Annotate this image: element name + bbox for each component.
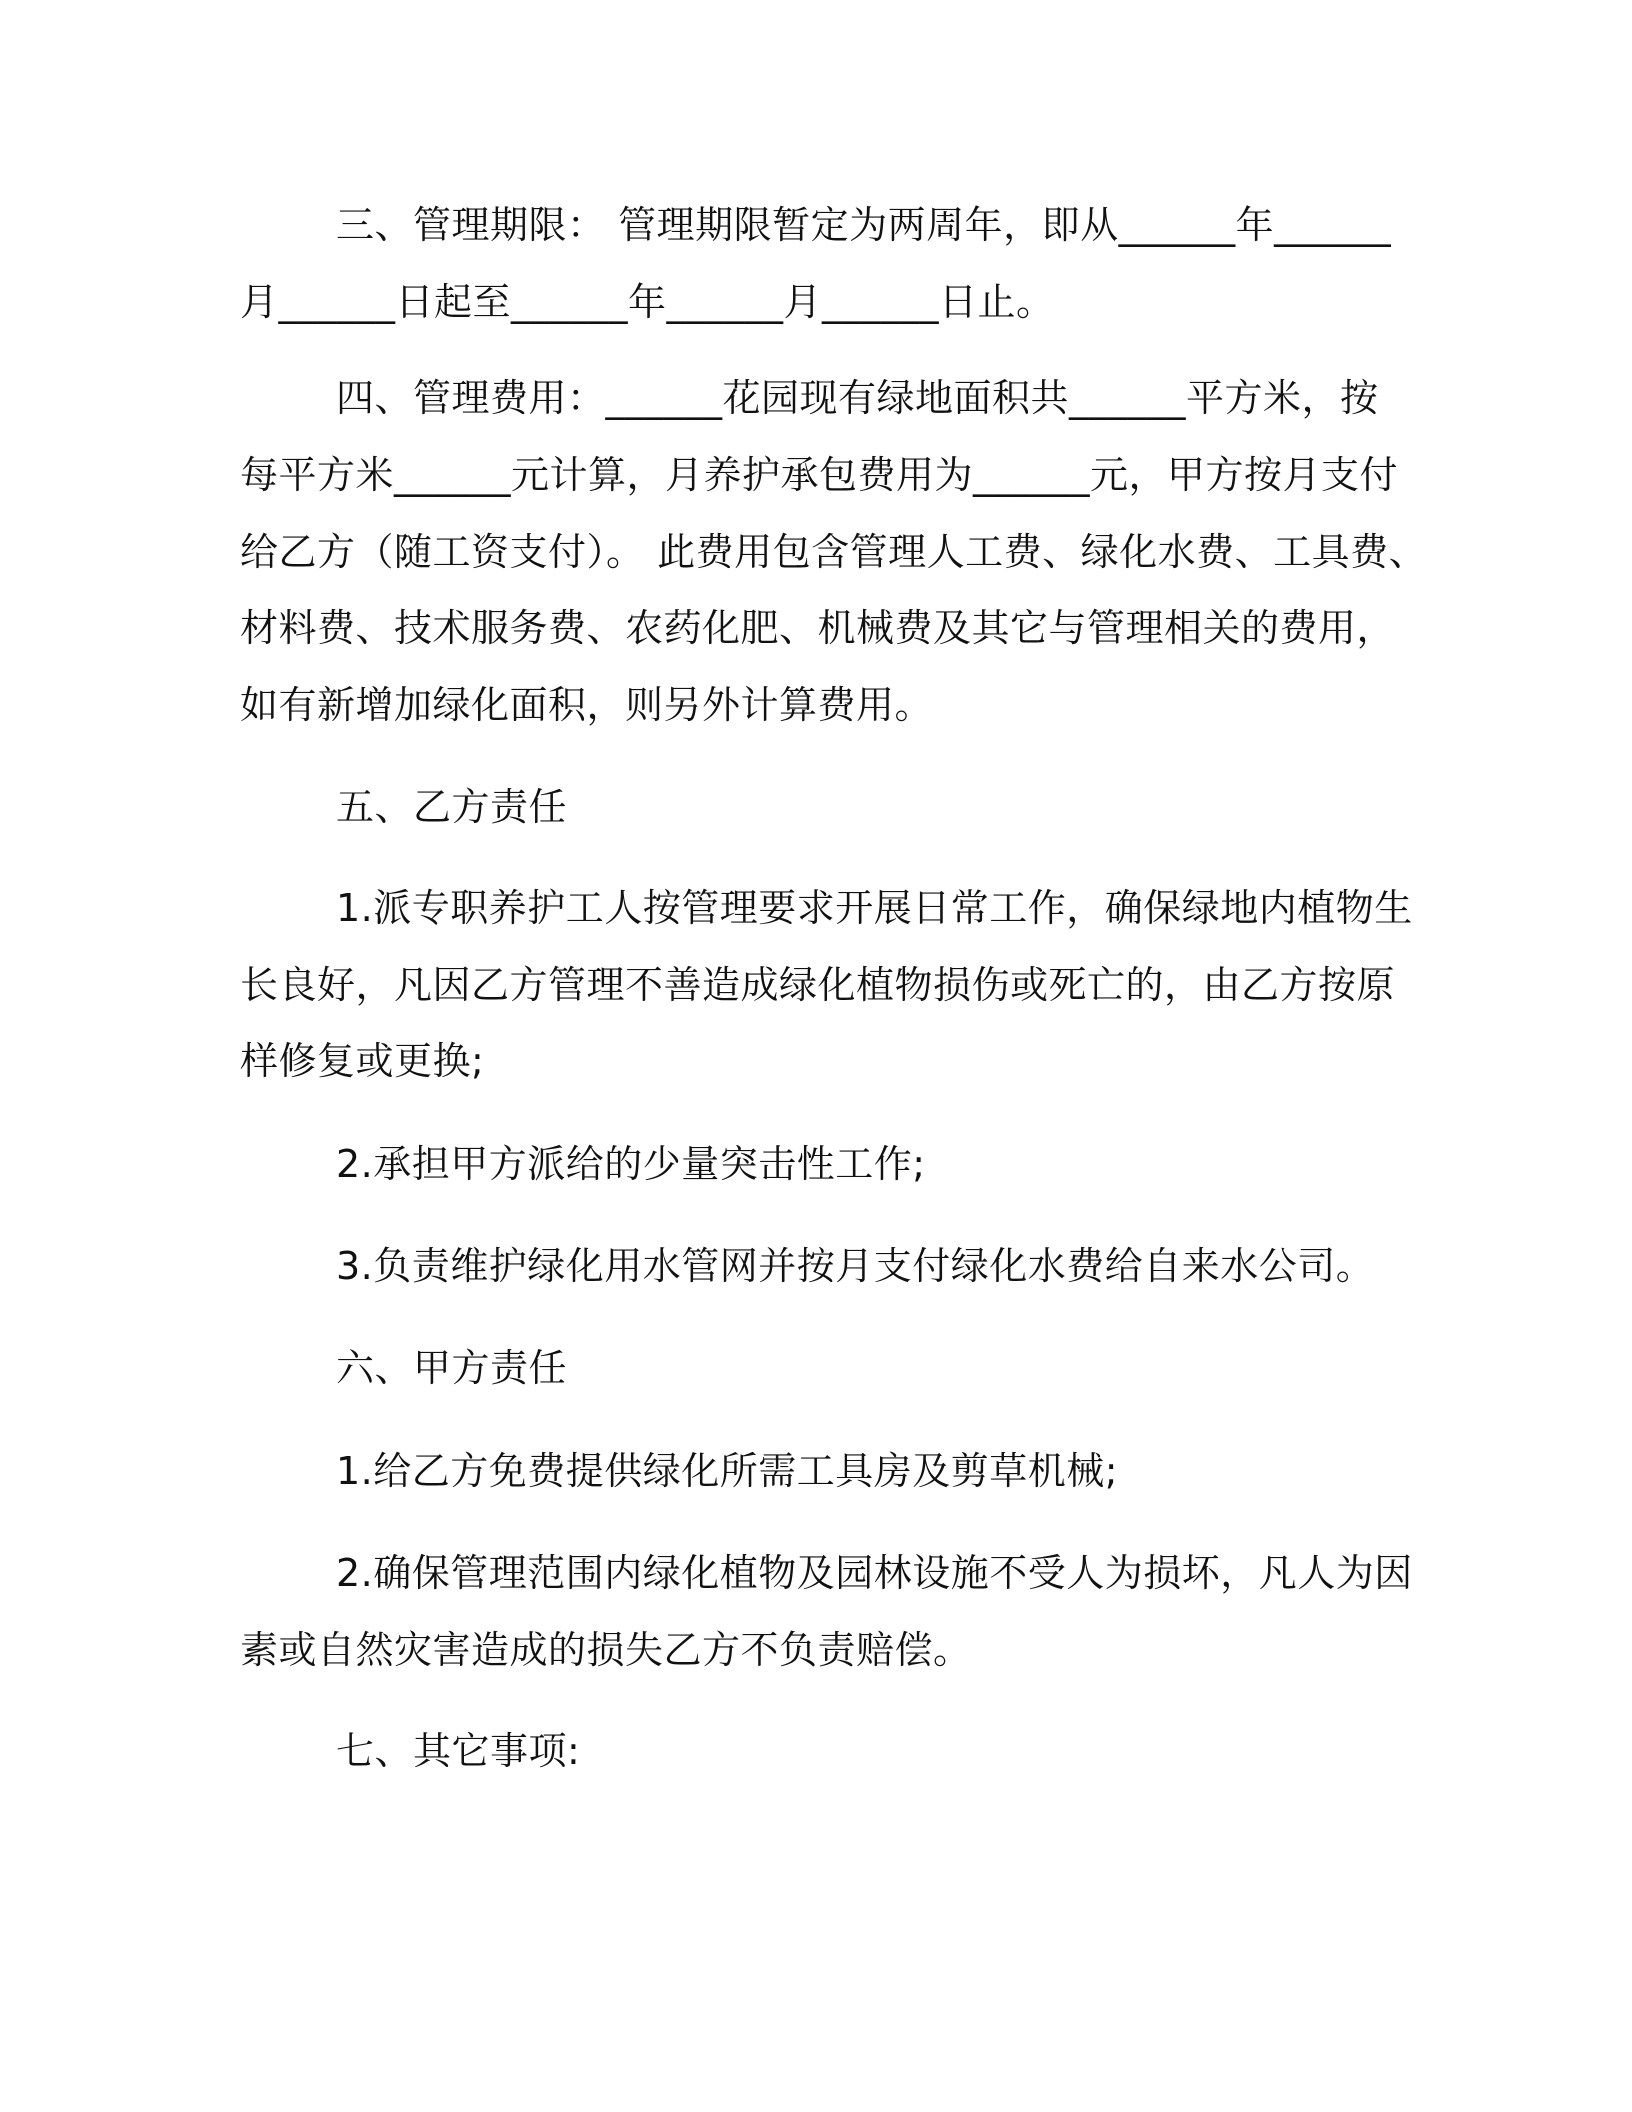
section-5-item-1-line-1: 1.派专职养护工人按管理要求开展日常工作，确保绿地内植物生 [336, 886, 1413, 930]
section-6-item-2-line-1: 2.确保管理范围内绿化植物及园林设施不受人为损坏，凡人为因 [336, 1551, 1413, 1595]
document-page [240, 0, 1428, 2112]
section-4-management-fee-line-1: 四、管理费用：______花园现有绿地面积共______平方米，按 [336, 376, 1379, 420]
section-6-item-1: 1.给乙方免费提供绿化所需工具房及剪草机械; [336, 1449, 1119, 1493]
section-4-management-fee-line-4: 材料费、技术服务费、农药化肥、机械费及其它与管理相关的费用， [240, 606, 1396, 650]
section-5-item-1-line-3: 样修复或更换; [240, 1039, 485, 1083]
section-4-management-fee-line-5: 如有新增加绿化面积，则另外计算费用。 [240, 683, 934, 727]
section-7-heading: 七、其它事项: [336, 1729, 581, 1773]
section-5-item-2: 2.承担甲方派给的少量突击性工作; [336, 1142, 926, 1186]
section-4-management-fee-line-3: 给乙方（随工资支付）。 此费用包含管理人工费、绿化水费、工具费、 [240, 530, 1428, 574]
section-5-item-1-line-2: 长良好，凡因乙方管理不善造成绿化植物损伤或死亡的，由乙方按原 [240, 963, 1396, 1007]
section-6-item-2-line-2: 素或自然灾害造成的损失乙方不负责赔偿。 [240, 1628, 972, 1672]
section-6-heading: 六、甲方责任 [336, 1346, 568, 1390]
section-4-management-fee-line-2: 每平方米______元计算，月养护承包费用为______元，甲方按月支付 [240, 453, 1399, 497]
section-3-management-period-line-2: 月______日起至______年______月______日止。 [240, 280, 1055, 324]
section-3-management-period-line-1: 三、管理期限： 管理期限暂定为两周年，即从______年______ [336, 203, 1392, 247]
section-5-heading: 五、乙方责任 [336, 785, 568, 829]
section-5-item-3: 3.负责维护绿化用水管网并按月支付绿化水费给自来水公司。 [336, 1244, 1375, 1288]
